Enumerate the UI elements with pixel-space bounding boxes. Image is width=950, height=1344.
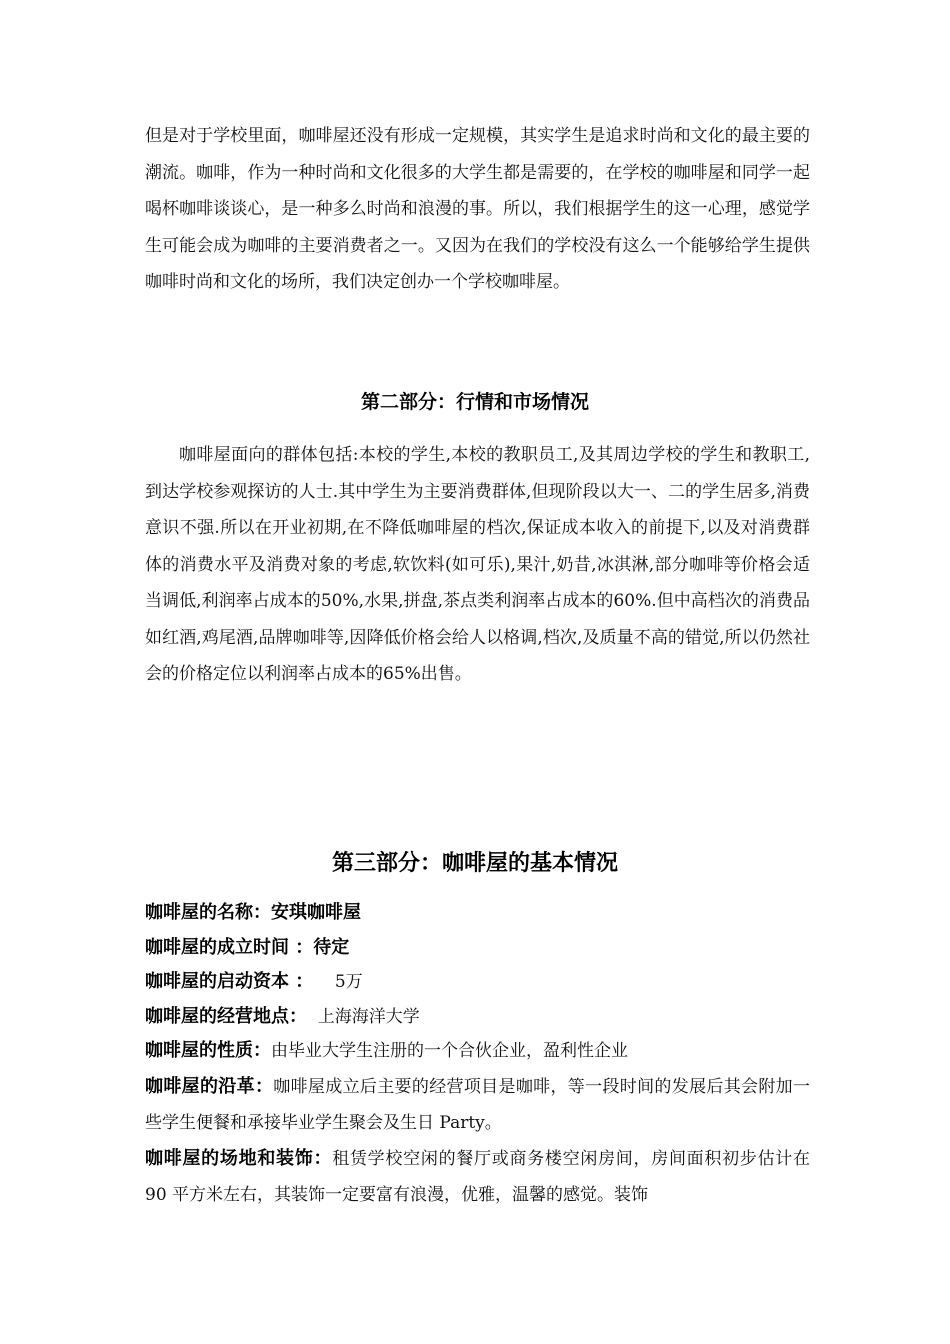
info-value: 由毕业大学生注册的一个合伙企业，盈利性企业 [271, 1041, 628, 1061]
info-value: 5万 [313, 972, 363, 992]
info-row-venue [145, 1141, 810, 1213]
info-row-nature [145, 1034, 810, 1069]
section2-paragraph: 咖啡屋面向的群体包括:本校的学生,本校的教职员工,及其周边学校的学生和教职工,到达学校参观探访的人士.其中学生为主要消费群体,但现阶段以大一、二的学生居多,消费意识不强.所以在开业初期,在不降低咖啡屋的档次,保证成本收入的前提下,以及对消费群体的消费水平及消费对象的考虑,软饮料(如可乐),果汁,奶昔,冰淇淋,部分咖啡等价格会适当调低,利润率占成本的50%,水果,拼盘,茶点类利润率占成本的60%.但中高档次的消费品如红酒,鸡尾酒,品牌咖啡等,因降低价格会给人以格调,档次,及质量不高的错觉,所以仍然社会的价格定位以利润率占成本的65%出售。 [145, 445, 810, 684]
info-value: 上海海洋大学 [307, 1006, 420, 1027]
info-label: 咖啡屋的启动资本 ： [145, 971, 314, 992]
info-value: 咖啡屋成立后主要的经营项目是咖啡，等一段时间的发展后其会附加一些学生便餐和承接毕业学生聚会及生日 Party。 [145, 1076, 811, 1133]
info-value: 租赁学校空闲的餐厅或商务楼空闲房间，房间面积初步估计在 90 平方米左右，其装饰一定要富有浪漫，优雅，温馨的感觉。装饰 [145, 1148, 811, 1205]
info-row-name [145, 896, 810, 931]
info-row-founding-time [145, 931, 810, 966]
section2-title: 第二部分：行情和市场情况 [360, 391, 589, 413]
info-label: 咖啡屋的名称：安琪咖啡屋 [145, 902, 361, 923]
basic-info-list [145, 896, 810, 1213]
intro-paragraph: 但是对于学校里面，咖啡屋还没有形成一定规模，其实学生是追求时尚和文化的最主要的潮流。咖啡，作为一种时尚和文化很多的大学生都是需要的，在学校的咖啡屋和同学一起喝杯咖啡谈谈心，是一种多么时尚和浪漫的事。所以，我们根据学生的这一心理，感觉学生可能会成为咖啡的主要消费者之一。又因为在我们的学校没有这么一个能够给学生提供咖啡时尚和文化的场所，我们决定创办一个学校咖啡屋。 [145, 126, 810, 292]
info-row-location [145, 1000, 810, 1035]
section3-title: 第三部分：咖啡屋的基本情况 [331, 851, 618, 876]
info-label: 咖啡屋的性质： [145, 1040, 271, 1061]
info-label: 咖啡屋的沿革： [145, 1075, 274, 1097]
info-row-history [145, 1069, 810, 1141]
info-label: 咖啡屋的经营地点： [145, 1005, 307, 1027]
info-row-capital [145, 965, 810, 1000]
info-label: 咖啡屋的场地和装饰： [145, 1147, 333, 1169]
info-label: 咖啡屋的成立时间 ：待定 [145, 936, 350, 958]
